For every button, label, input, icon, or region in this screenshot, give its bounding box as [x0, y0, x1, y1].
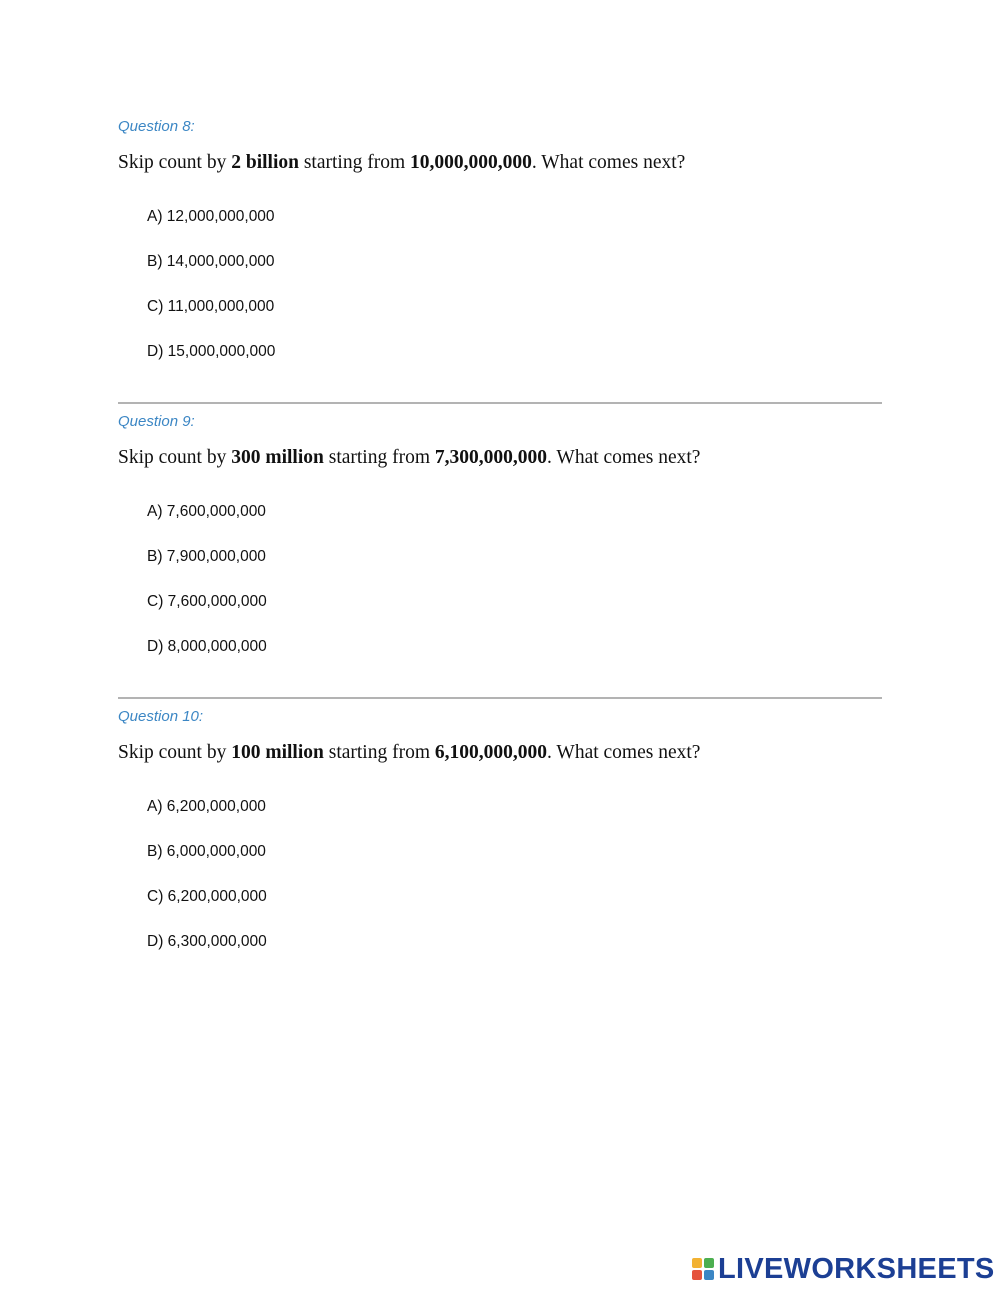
option-b[interactable]: B) 7,900,000,000: [147, 548, 266, 565]
question-divider: [118, 697, 882, 699]
logo-square-icon: [692, 1258, 702, 1268]
option-c[interactable]: C) 11,000,000,000: [147, 298, 275, 315]
logo-square-icon: [704, 1270, 714, 1280]
option-a[interactable]: A) 6,200,000,000: [147, 798, 266, 815]
question-heading: Question 8:: [118, 118, 195, 135]
option-d[interactable]: D) 6,300,000,000: [147, 933, 267, 950]
question-prompt: [118, 447, 700, 469]
prompt-step: 300 million: [231, 447, 324, 468]
option-d[interactable]: D) 15,000,000,000: [147, 343, 276, 360]
prompt-tail: . What comes next?: [531, 152, 686, 173]
option-b[interactable]: B) 6,000,000,000: [147, 843, 266, 860]
option-c[interactable]: C) 6,200,000,000: [147, 888, 267, 905]
prompt-lead: Skip count by: [118, 152, 232, 173]
option-a[interactable]: A) 12,000,000,000: [147, 208, 275, 225]
prompt-tail: . What comes next?: [547, 447, 701, 468]
prompt-lead: Skip count by: [118, 742, 232, 763]
prompt-step: 100 million: [231, 742, 324, 763]
prompt-middle: starting from: [298, 152, 410, 173]
logo-text: LIVEWORKSHEETS: [718, 1252, 995, 1285]
logo-square-icon: [692, 1270, 702, 1280]
prompt-middle: starting from: [323, 742, 435, 763]
question-prompt: [118, 742, 700, 764]
option-c[interactable]: C) 7,600,000,000: [147, 593, 267, 610]
liveworksheets-logo[interactable]: [692, 1251, 995, 1287]
prompt-start: 10,000,000,000: [410, 152, 532, 173]
question-heading: Question 10:: [118, 708, 204, 725]
prompt-middle: starting from: [323, 447, 435, 468]
question-divider: [118, 402, 882, 404]
logo-square-icon: [704, 1258, 714, 1268]
prompt-step: 2 billion: [231, 152, 299, 173]
question-prompt: [118, 152, 685, 174]
prompt-start: 6,100,000,000: [434, 742, 548, 763]
option-b[interactable]: B) 14,000,000,000: [147, 253, 275, 270]
prompt-start: 7,300,000,000: [434, 447, 548, 468]
liveworksheets-logo-icon: [692, 1258, 714, 1280]
option-a[interactable]: A) 7,600,000,000: [147, 503, 266, 520]
question-heading: Question 9:: [118, 413, 195, 430]
prompt-tail: . What comes next?: [547, 742, 701, 763]
prompt-lead: Skip count by: [118, 447, 232, 468]
option-d[interactable]: D) 8,000,000,000: [147, 638, 267, 655]
